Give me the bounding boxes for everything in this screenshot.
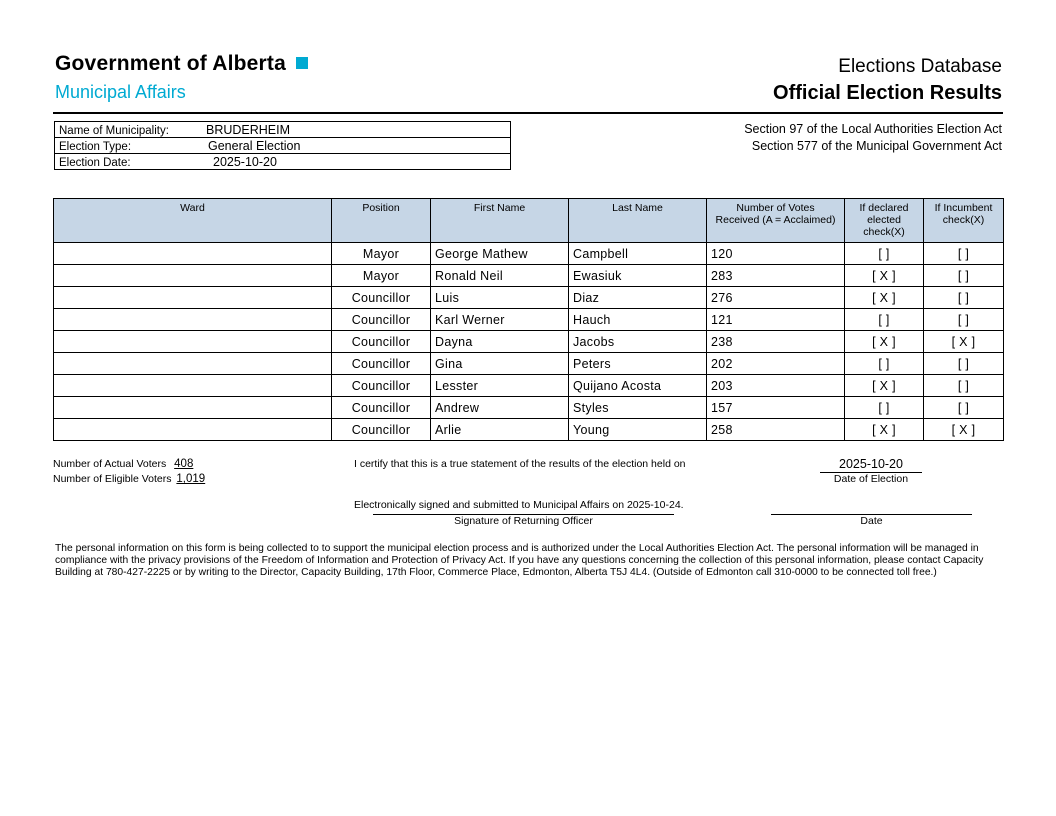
cell-position: Councillor xyxy=(332,309,431,331)
cell-elected: [ ] xyxy=(845,243,924,265)
cell-position: Councillor xyxy=(332,287,431,309)
cell-last-name: Jacobs xyxy=(569,331,707,353)
act-reference-2: Section 577 of the Municipal Government Act xyxy=(751,139,1002,153)
cell-first-name: Gina xyxy=(431,353,569,375)
cell-last-name: Quijano Acosta xyxy=(569,375,707,397)
cell-elected: [ X ] xyxy=(845,419,924,441)
electronic-signature-note: Electronically signed and submitted to Municipal Affairs on 2025-10-24. xyxy=(354,499,684,511)
cell-votes: 120 xyxy=(707,243,845,265)
table-row xyxy=(54,287,1004,309)
table-row xyxy=(54,419,1004,441)
table-row xyxy=(54,265,1004,287)
cell-incumbent: [ ] xyxy=(924,243,1004,265)
cell-last-name: Young xyxy=(569,419,707,441)
certified-election-date: 2025-10-20 xyxy=(839,457,903,471)
database-title: Elections Database xyxy=(838,56,1002,77)
header-incumbent: If Incumbent check(X) xyxy=(924,199,1004,243)
table-row xyxy=(54,331,1004,353)
cell-ward xyxy=(54,353,332,375)
municipality-label: Name of Municipality: xyxy=(59,124,169,137)
cell-ward xyxy=(54,287,332,309)
header-first-name: First Name xyxy=(431,199,569,243)
actual-voters-value: 408 xyxy=(174,458,194,470)
info-row-municipality xyxy=(55,122,511,138)
cell-votes: 157 xyxy=(707,397,845,419)
cell-first-name: Andrew xyxy=(431,397,569,419)
date-label: Date xyxy=(860,515,883,527)
cell-incumbent: [ X ] xyxy=(924,419,1004,441)
cell-elected: [ X ] xyxy=(845,265,924,287)
election-date-label: Election Date: xyxy=(59,156,131,169)
org-name: Government of Alberta xyxy=(55,52,286,75)
date-of-election-label: Date of Election xyxy=(833,473,909,485)
cell-position: Councillor xyxy=(332,397,431,419)
cell-position: Mayor xyxy=(332,265,431,287)
cell-elected: [ ] xyxy=(845,309,924,331)
cell-incumbent: [ ] xyxy=(924,353,1004,375)
cell-elected: [ ] xyxy=(845,353,924,375)
cell-votes: 202 xyxy=(707,353,845,375)
cell-first-name: Dayna xyxy=(431,331,569,353)
cell-incumbent: [ ] xyxy=(924,375,1004,397)
cell-incumbent: [ ] xyxy=(924,287,1004,309)
cell-incumbent: [ ] xyxy=(924,265,1004,287)
cell-votes: 238 xyxy=(707,331,845,353)
cell-last-name: Styles xyxy=(569,397,707,419)
cell-incumbent: [ X ] xyxy=(924,331,1004,353)
results-table xyxy=(53,198,1004,441)
actual-voters-label: Number of Actual Voters xyxy=(53,458,167,470)
table-row xyxy=(54,309,1004,331)
results-header-row xyxy=(54,199,1004,243)
eligible-voters-label: Number of Eligible Voters xyxy=(53,473,172,485)
org-logo xyxy=(55,52,308,76)
table-row xyxy=(54,243,1004,265)
cell-last-name: Ewasiuk xyxy=(569,265,707,287)
cell-votes: 276 xyxy=(707,287,845,309)
header-last-name: Last Name xyxy=(569,199,707,243)
header-declared-elected: If declared elected check(X) xyxy=(845,199,924,243)
cell-position: Councillor xyxy=(332,331,431,353)
election-info-table xyxy=(54,121,511,170)
cell-ward xyxy=(54,375,332,397)
info-row-date xyxy=(55,154,511,170)
cell-last-name: Peters xyxy=(569,353,707,375)
privacy-notice: The personal information on this form is being collected to to support the municipal election process and is authorized under the Local Authorities Election Act. The personal information will be managed in compliance with the privacy provisions of the Freedom of Information and Protection of Privacy Act. If you have any questions concerning the collection of this personal information, please contact Capacity Building at 780-427-2225 or by writing to the Director, Capacity Building, 17th Floor, Commerce Place, Edmonton, Alberta T5J 4L4. (Outside of Edmonton call 310-0000 to be connected toll free.) xyxy=(55,543,984,578)
info-row-type xyxy=(55,138,511,154)
certify-statement: I certify that this is a true statement of the results of the election held on xyxy=(354,458,686,470)
cell-position: Councillor xyxy=(332,375,431,397)
cell-elected: [ ] xyxy=(845,397,924,419)
cell-first-name: Karl Werner xyxy=(431,309,569,331)
cell-last-name: Diaz xyxy=(569,287,707,309)
cell-ward xyxy=(54,309,332,331)
cell-incumbent: [ ] xyxy=(924,397,1004,419)
department-name: Municipal Affairs xyxy=(55,82,186,102)
page-title: Official Election Results xyxy=(773,82,1002,104)
election-type-value: General Election xyxy=(208,138,301,153)
cell-elected: [ X ] xyxy=(845,287,924,309)
cell-incumbent: [ ] xyxy=(924,309,1004,331)
cell-first-name: Ronald Neil xyxy=(431,265,569,287)
actual-voters xyxy=(53,458,193,470)
cell-last-name: Hauch xyxy=(569,309,707,331)
eligible-voters xyxy=(53,473,205,485)
act-reference-1: Section 97 of the Local Authorities Election Act xyxy=(744,122,1002,136)
eligible-voters-value: 1,019 xyxy=(176,473,206,485)
cell-last-name: Campbell xyxy=(569,243,707,265)
cell-first-name: George Mathew xyxy=(431,243,569,265)
header-votes: Number of Votes Received (A = Acclaimed) xyxy=(707,199,845,243)
cell-elected: [ X ] xyxy=(845,331,924,353)
cell-ward xyxy=(54,265,332,287)
header-ward: Ward xyxy=(54,199,332,243)
municipality-value: BRUDERHEIM xyxy=(206,122,291,137)
header-position: Position xyxy=(332,199,431,243)
cell-votes: 283 xyxy=(707,265,845,287)
election-type-label: Election Type: xyxy=(59,140,132,153)
table-row xyxy=(54,397,1004,419)
election-date-value: 2025-10-20 xyxy=(213,154,277,169)
table-row xyxy=(54,353,1004,375)
cell-votes: 258 xyxy=(707,419,845,441)
cell-first-name: Luis xyxy=(431,287,569,309)
table-row xyxy=(54,375,1004,397)
cell-votes: 203 xyxy=(707,375,845,397)
cell-votes: 121 xyxy=(707,309,845,331)
cell-first-name: Arlie xyxy=(431,419,569,441)
signature-label: Signature of Returning Officer xyxy=(454,515,593,527)
header-divider xyxy=(53,112,1003,114)
cell-ward xyxy=(54,397,332,419)
cell-position: Mayor xyxy=(332,243,431,265)
cell-position: Councillor xyxy=(332,353,431,375)
brand-square-icon xyxy=(296,57,308,69)
cell-first-name: Lesster xyxy=(431,375,569,397)
cell-ward xyxy=(54,243,332,265)
cell-ward xyxy=(54,331,332,353)
cell-ward xyxy=(54,419,332,441)
cell-elected: [ X ] xyxy=(845,375,924,397)
cell-position: Councillor xyxy=(332,419,431,441)
